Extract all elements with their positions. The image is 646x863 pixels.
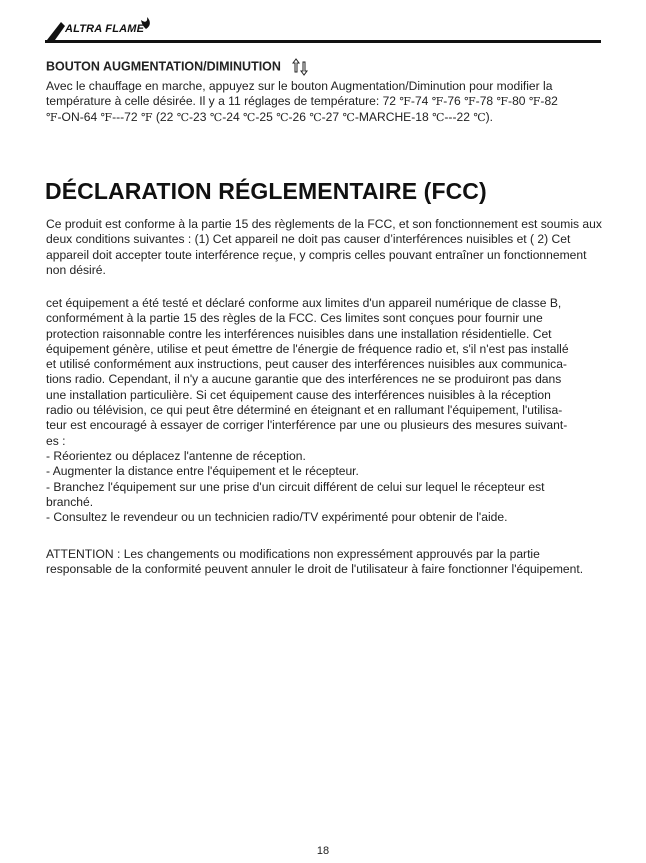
brand-logo <box>45 16 155 40</box>
temperature-settings-paragraph: Avec le chauffage en marche, appuyez sur le bouton Augmentation/Diminution pour modifier la température à celle désirée. Il y a 11 réglages de température: 72 ℉-74 ℉-76 ℉-78 ℉-80 ℉-82 ℉-ON-64 ℉---72 ℉ (22 ℃-23 ℃-24 ℃-25 ℃-26 ℃-27 ℃-MARCHE-18 ℃---22 ℃). <box>46 79 558 124</box>
text-line: cet équipement a été testé et déclaré conforme aux limites d'un appareil numérique de classe B, <box>46 296 562 310</box>
up-down-arrows-icon <box>292 58 308 76</box>
text-line: équipement génère, utilise et peut émettre de l'énergie de fréquence radio et, s'il n'est pas installé <box>46 341 569 356</box>
text-line: radio ou télévision, ce qui peut être déterminé en éteignant et en rallumant l'équipement, l'utilisa- <box>46 403 563 418</box>
section-title-text: BOUTON AUGMENTATION/DIMINUTION <box>46 59 281 74</box>
section-title <box>46 58 308 76</box>
text-line: protection raisonnable contre les interférences nuisibles dans une installation résidentielle. Cet <box>46 326 552 341</box>
list-item: - Réorientez ou déplacez l'antenne de réception. <box>46 448 306 463</box>
text-line: et utilisé conformément aux instructions, peut causer des interférences nuisibles aux communica- <box>46 357 567 372</box>
brand-logo-text: ALTRA FLAME <box>65 23 145 35</box>
list-item: - Consultez le revendeur ou un technicien radio/TV expérimenté pour obtenir de l'aide. <box>46 510 508 525</box>
list-item: branché. <box>46 494 94 509</box>
text-line: tions radio. Cependant, il n'y a aucune garantie que des interférences ne se produiront pas dans <box>46 372 562 387</box>
list-item: - Branchez l'équipement sur une prise d'un circuit différent de celui sur lequel le récepteur est <box>46 479 545 494</box>
list-item: - Augmenter la distance entre l'équipement et le récepteur. <box>46 464 359 479</box>
text-line: conformément à la partie 15 des règles de la FCC. Ces limites sont conçues pour fournir une <box>46 311 543 326</box>
fcc-heading: DÉCLARATION RÉGLEMENTAIRE (FCC) <box>45 178 487 204</box>
text-line: es : <box>46 433 66 448</box>
text-line: une installation particulière. Si cet équipement cause des interférences nuisibles à la réception <box>46 387 551 402</box>
attention-paragraph: ATTENTION : Les changements ou modifications non expressément approuvés par la partie responsable de la conformité peuvent annuler le droit de l'utilisateur à faire fonctionner l'équipement. <box>46 547 584 577</box>
fcc-compliance-paragraph: Ce produit est conforme à la partie 15 des règlements de la FCC, et son fonctionnement est soumis aux deux conditions suivantes : (1) Cet appareil ne doit pas causer d’interférences nuisibles et ( 2) Cet appareil doit accepter toute interférence reçue, y compris celles pouvant entraîner un fonctionnement non désiré. <box>46 217 602 277</box>
page-header <box>45 14 601 44</box>
header-rule <box>45 40 601 43</box>
fcc-test-paragraph <box>46 296 606 525</box>
page-number: 18 <box>316 845 330 857</box>
text-line: teur est encouragé à essayer de corriger l'interférence par une ou plusieurs des mesures suivant- <box>46 418 568 433</box>
